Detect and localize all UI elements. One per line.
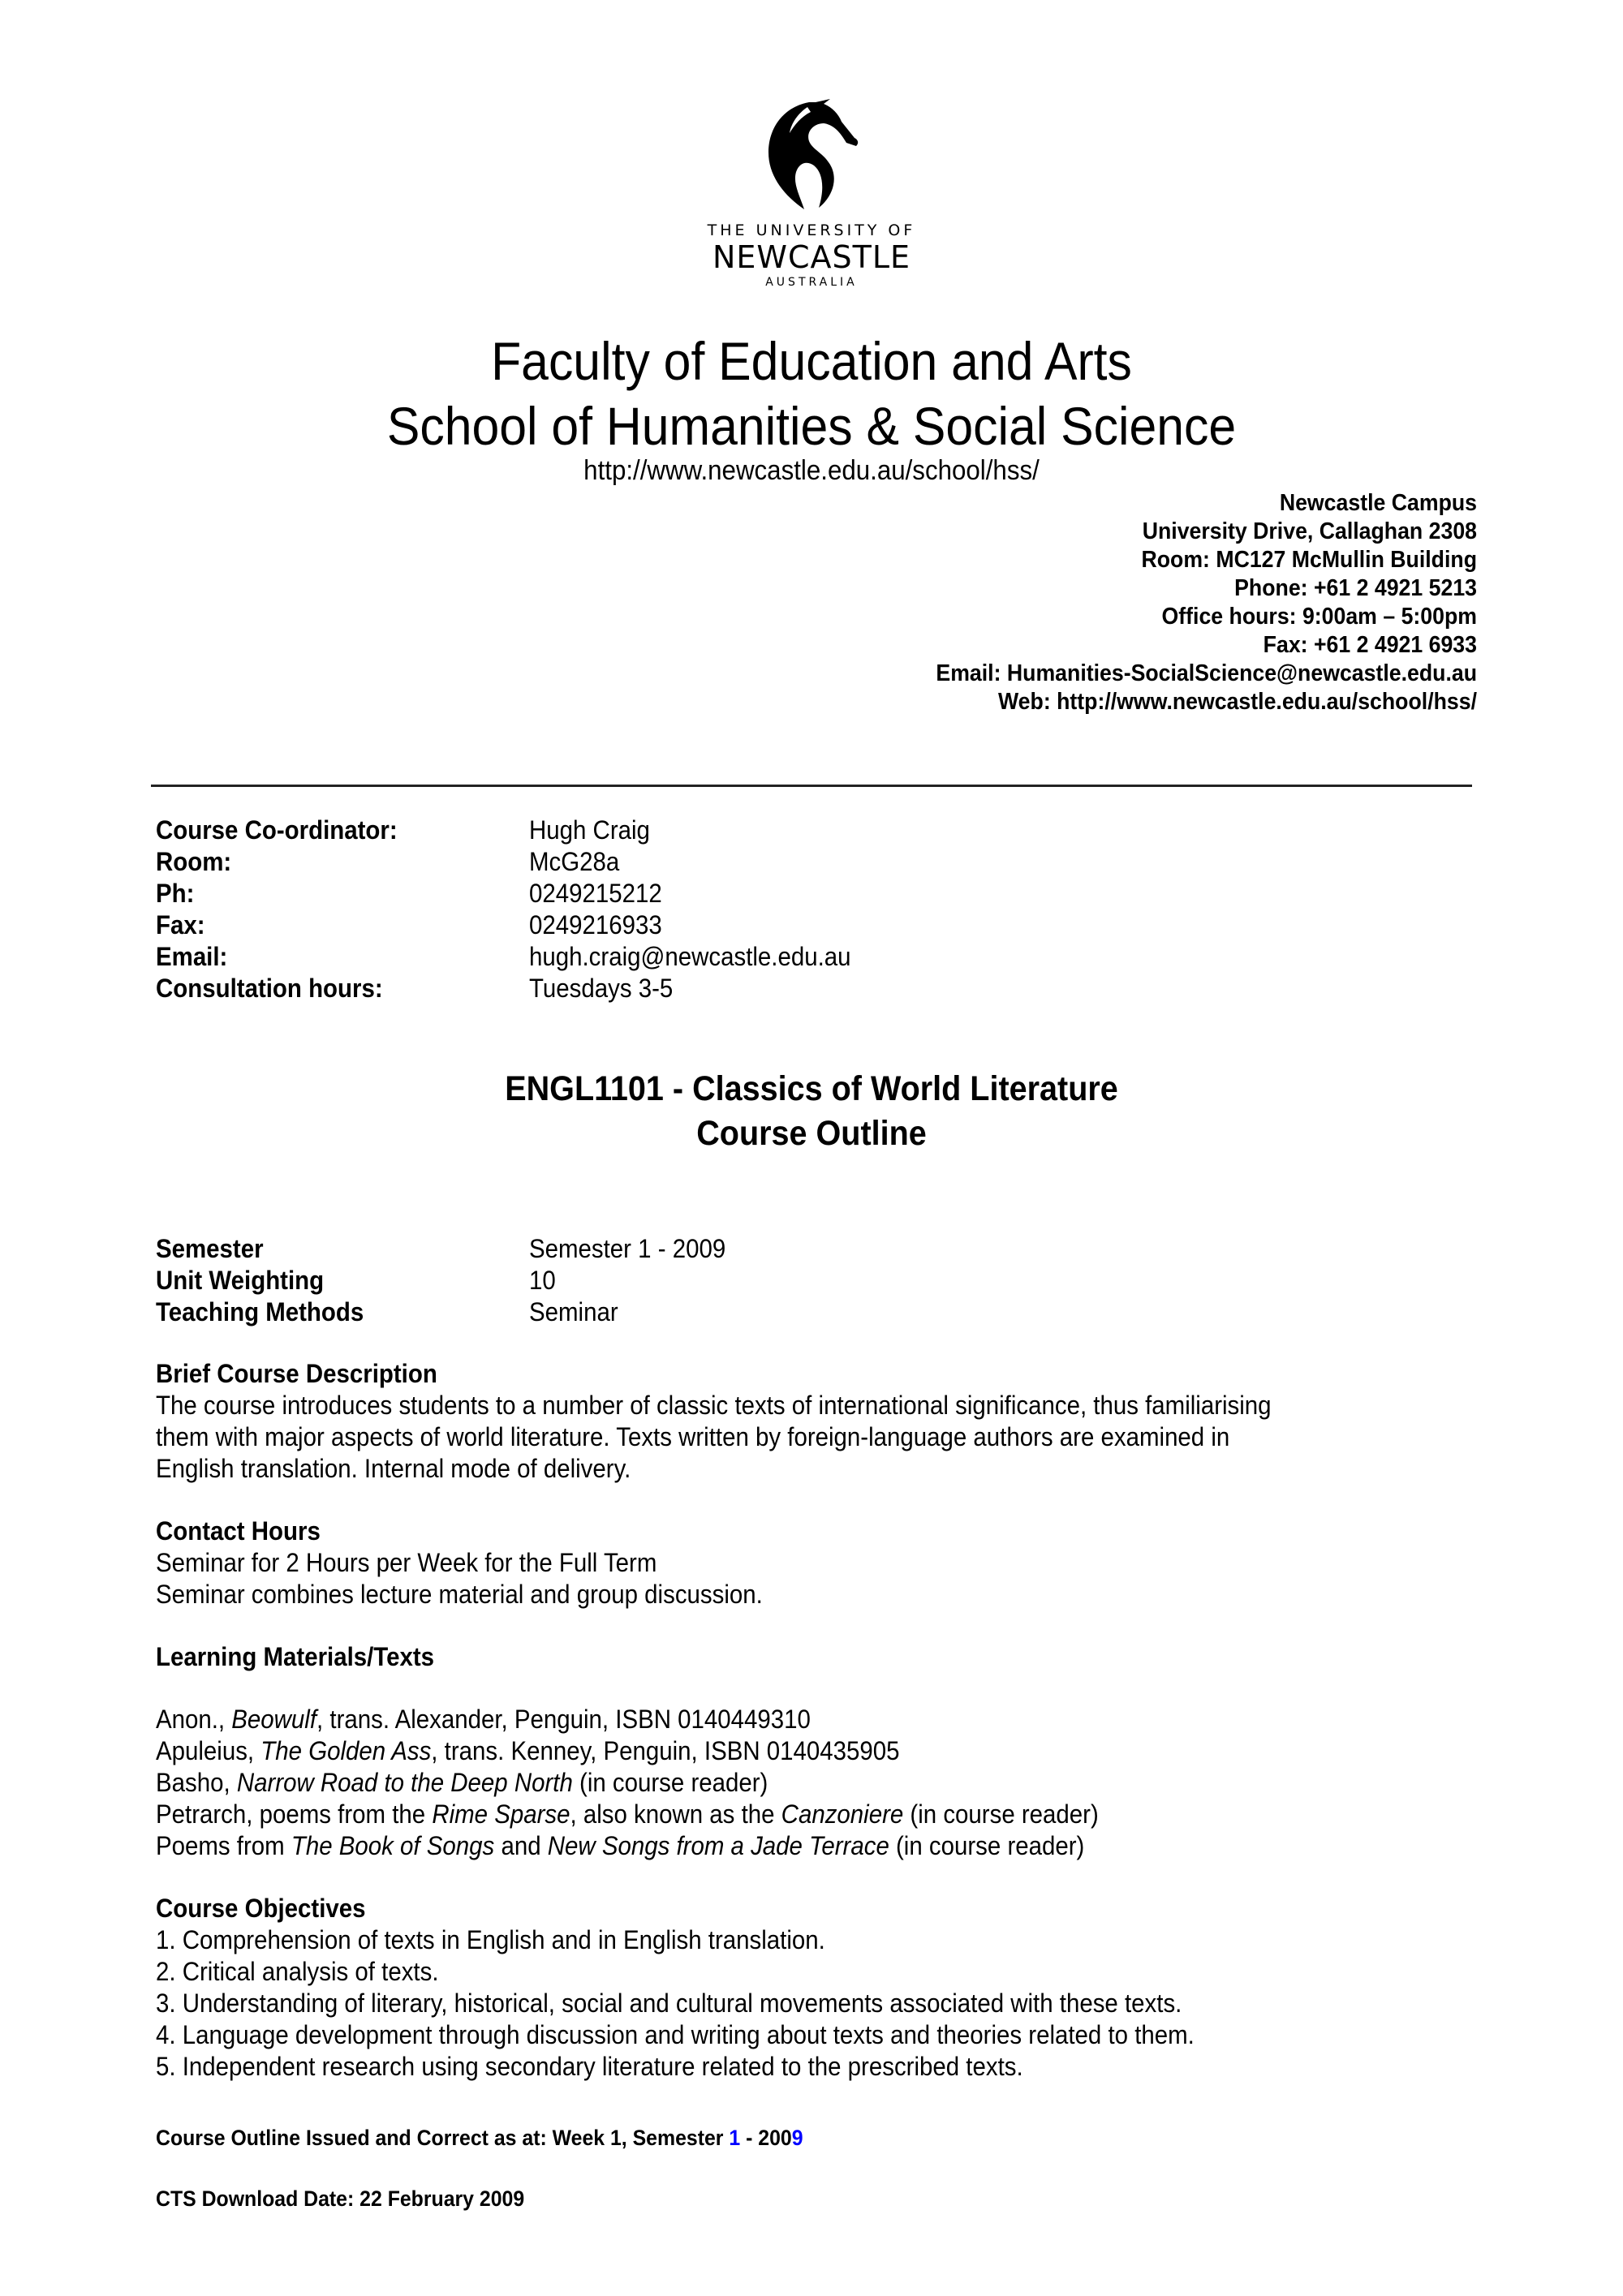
objective-item: 1. Comprehension of texts in English and in English translation. [156, 1925, 825, 1954]
description-line: them with major aspects of world literature. Texts written by foreign-language authors are examined in [156, 1422, 1230, 1451]
consultation-label: Consultation hours: [156, 974, 383, 1003]
teaching-methods-label: Teaching Methods [156, 1297, 364, 1326]
material-author: Anon., [156, 1705, 232, 1734]
campus-email-link[interactable]: Email: Humanities-SocialScience@newcastle.edu.au [936, 660, 1477, 686]
unit-weighting-label: Unit Weighting [156, 1266, 325, 1295]
course-description-section [156, 1358, 1487, 1485]
fax-value: 0249216933 [529, 910, 662, 939]
consultation-row [156, 973, 879, 1004]
material-connector: , also known as the [570, 1799, 781, 1829]
contact-hours-line: Seminar for 2 Hours per Week for the Full Term [156, 1548, 657, 1577]
material-title: Beowulf [231, 1705, 317, 1734]
issued-dash-year: - 200 [740, 2126, 792, 2150]
phone-row [156, 878, 879, 909]
materials-heading-block [156, 1641, 1487, 1673]
campus-address: University Drive, Callaghan 2308 [1142, 518, 1477, 544]
teaching-methods-row [156, 1296, 743, 1328]
material-author: Poems from [156, 1831, 291, 1860]
material-title-alt: Canzoniere [781, 1799, 904, 1829]
campus-office-hours: Office hours: 9:00am – 5:00pm [1161, 604, 1477, 630]
material-details: (in course reader) [903, 1799, 1099, 1829]
course-title [65, 1067, 1558, 1156]
material-item [156, 1799, 1380, 1830]
coordinator-name: Hugh Craig [529, 815, 650, 845]
material-item [156, 1767, 1380, 1799]
unit-weighting-value: 10 [529, 1266, 556, 1295]
course-meta [156, 1233, 743, 1328]
course-title-line2: Course Outline [696, 1114, 927, 1153]
material-author: Petrarch, poems from the [156, 1799, 433, 1829]
material-title: The Golden Ass [260, 1736, 432, 1765]
horse-head-emblem-icon [751, 96, 872, 217]
material-title: The Book of Songs [291, 1831, 495, 1860]
section-heading: Learning Materials/Texts [156, 1642, 435, 1671]
material-connector: and [494, 1831, 548, 1860]
materials-list [156, 1704, 1487, 1862]
fax-row [156, 909, 879, 941]
semester-row [156, 1233, 743, 1265]
download-date-line: CTS Download Date: 22 February 2009 [156, 2186, 525, 2211]
school-title: School of Humanities & Social Science [386, 396, 1237, 456]
section-heading: Contact Hours [156, 1516, 321, 1546]
semester-label: Semester [156, 1234, 264, 1263]
objective-item: 4. Language development through discussion and writing about texts and theories related to them. [156, 2020, 1195, 2049]
contact-hours-section [156, 1516, 1487, 1610]
material-item [156, 1830, 1380, 1862]
room-row [156, 846, 879, 878]
description-line: English translation. Internal mode of delivery. [156, 1454, 631, 1483]
material-details: , trans. Alexander, Penguin, ISBN 0140449310 [316, 1705, 811, 1734]
phone-label: Ph: [156, 879, 195, 908]
room-value: McG28a [529, 847, 620, 876]
objective-item: 5. Independent research using secondary literature related to the prescribed texts. [156, 2052, 1023, 2081]
fax-label: Fax: [156, 910, 205, 939]
issued-date-line [156, 2124, 803, 2152]
logo-text-line1: THE UNIVERSITY OF [707, 221, 916, 239]
contact-hours-line: Seminar combines lecture material and group discussion. [156, 1580, 763, 1609]
material-author: Apuleius, [156, 1736, 261, 1765]
coordinator-row [156, 815, 879, 846]
issued-year-digit: 9 [791, 2126, 803, 2150]
material-item [156, 1704, 1380, 1735]
consultation-value: Tuesdays 3-5 [529, 974, 674, 1003]
phone-value: 0249215212 [529, 879, 662, 908]
course-title-line1: ENGL1101 - Classics of World Literature [505, 1069, 1118, 1108]
logo-text-line3: AUSTRALIA [765, 276, 858, 289]
issued-prefix: Course Outline Issued and Correct as at: Week 1, Semester [156, 2126, 730, 2150]
campus-name: Newcastle Campus [1279, 490, 1477, 516]
university-logo [690, 96, 933, 307]
description-line: The course introduces students to a number of classic texts of international significance, thus familiarising [156, 1391, 1272, 1420]
objective-item: 3. Understanding of literary, historical, social and cultural movements associated with these texts. [156, 1989, 1182, 2018]
objective-item: 2. Critical analysis of texts. [156, 1957, 439, 1986]
email-label: Email: [156, 942, 228, 971]
material-item [156, 1735, 1380, 1767]
material-details: , trans. Kenney, Penguin, ISBN 0140435905 [431, 1736, 900, 1765]
material-title: Narrow Road to the Deep North [236, 1768, 573, 1797]
logo-text-line2: NEWCASTLE [712, 239, 911, 275]
coordinator-details [156, 815, 879, 1004]
section-heading: Brief Course Description [156, 1359, 437, 1388]
campus-room: Room: MC127 McMullin Building [1141, 547, 1477, 573]
material-title-alt: New Songs from a Jade Terrace [547, 1831, 889, 1860]
campus-contact-block [665, 489, 1477, 716]
coordinator-label: Course Co-ordinator: [156, 815, 398, 845]
material-details: (in course reader) [572, 1768, 768, 1797]
email-row [156, 941, 879, 973]
campus-fax: Fax: +61 2 4921 6933 [1263, 632, 1477, 658]
campus-phone: Phone: +61 2 4921 5213 [1234, 575, 1477, 601]
semester-value: Semester 1 - 2009 [529, 1234, 726, 1263]
material-title: Rime Sparse [432, 1799, 570, 1829]
school-url-link[interactable]: http://www.newcastle.edu.au/school/hss/ [583, 455, 1040, 486]
coordinator-email-link[interactable]: hugh.craig@newcastle.edu.au [529, 942, 851, 971]
section-heading: Course Objectives [156, 1894, 366, 1923]
campus-web-link[interactable]: Web: http://www.newcastle.edu.au/school/hss/ [997, 689, 1477, 715]
header-divider [151, 785, 1472, 787]
teaching-methods-value: Seminar [529, 1297, 618, 1326]
course-objectives-section [156, 1893, 1487, 2083]
room-label: Room: [156, 847, 232, 876]
faculty-title: Faculty of Education and Arts [491, 331, 1132, 391]
unit-weighting-row [156, 1265, 743, 1296]
material-details: (in course reader) [889, 1831, 1085, 1860]
material-author: Basho, [156, 1768, 237, 1797]
issued-semester-number: 1 [729, 2126, 741, 2150]
